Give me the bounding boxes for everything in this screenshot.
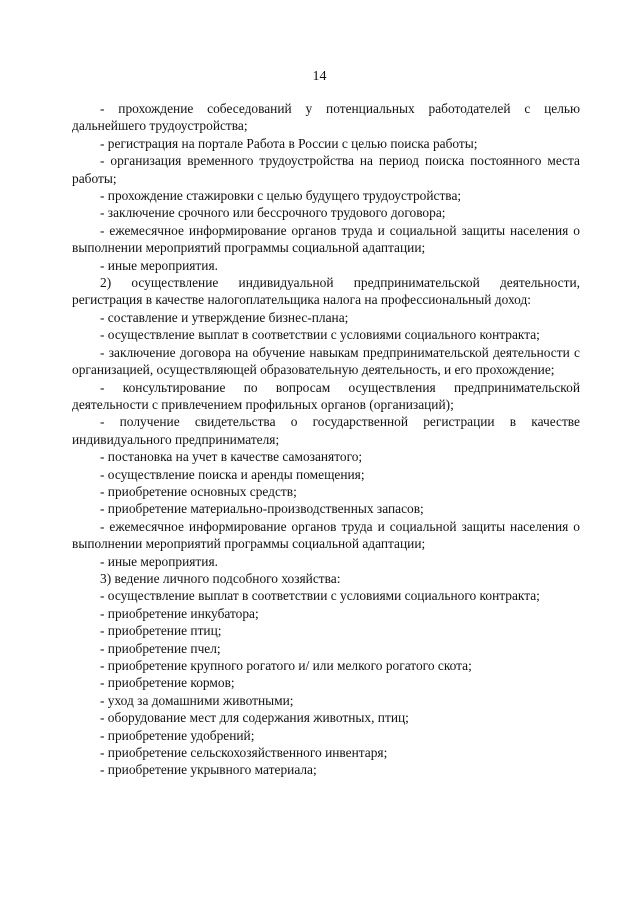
paragraph: - иные мероприятия. bbox=[100, 553, 218, 569]
document-body bbox=[72, 100, 580, 779]
paragraph: - ежемесячное информирование органов труда и социальной защиты населения о выполнении мероприятий программы социальной адаптации; bbox=[72, 222, 580, 256]
paragraph: - постановка на учет в качестве самозанятого; bbox=[100, 449, 363, 465]
paragraph: - составление и утверждение бизнес-плана; bbox=[100, 309, 349, 325]
paragraph: - приобретение сельскохозяйственного инвентаря; bbox=[100, 745, 388, 761]
paragraph: - оборудование мест для содержания животных, птиц; bbox=[100, 710, 409, 726]
paragraph: - приобретение укрывного материала; bbox=[100, 762, 317, 778]
paragraph: - приобретение материально-производственных запасов; bbox=[100, 501, 424, 517]
paragraph: - приобретение птиц; bbox=[100, 623, 222, 639]
paragraph: - иные мероприятия. bbox=[100, 257, 218, 273]
paragraph: - осуществление выплат в соответствии с условиями социального контракта; bbox=[100, 588, 540, 604]
paragraph: 3) ведение личного подсобного хозяйства: bbox=[100, 570, 341, 586]
paragraph: - прохождение стажировки с целью будущего трудоустройства; bbox=[100, 188, 462, 204]
paragraph: - заключение срочного или бессрочного трудового договора; bbox=[100, 205, 446, 221]
paragraph: - приобретение инкубатора; bbox=[100, 605, 259, 621]
paragraph: - приобретение пчел; bbox=[100, 640, 221, 656]
paragraph: - прохождение собеседований у потенциальных работодателей с целью дальнейшего трудоустройства; bbox=[72, 101, 580, 134]
paragraph: - заключение договора на обучение навыкам предпринимательской деятельности с организацией, осуществляющей образовательную деятельность, и его прохождение; bbox=[72, 344, 580, 378]
paragraph: - уход за домашними животными; bbox=[100, 692, 294, 708]
paragraph: - консультирование по вопросам осуществления предпринимательской деятельности с привлечением профильных органов (организаций); bbox=[72, 379, 580, 412]
paragraph: - приобретение основных средств; bbox=[100, 483, 297, 499]
page-number: 14 bbox=[312, 69, 327, 84]
paragraph: - осуществление выплат в соответствии с условиями социального контракта; bbox=[100, 327, 540, 343]
paragraph: - организация временного трудоустройства на период поиска постоянного места работы; bbox=[72, 153, 580, 186]
paragraph: - ежемесячное информирование органов труда и социальной защиты населения о выполнении мероприятий программы социальной адаптации; bbox=[72, 518, 580, 552]
paragraph: - получение свидетельства о государственной регистрации в качестве индивидуального предпринимателя; bbox=[72, 414, 580, 447]
paragraph: - приобретение крупного рогатого и/ или мелкого рогатого скота; bbox=[100, 658, 472, 673]
paragraph: - приобретение кормов; bbox=[100, 675, 235, 691]
paragraph: - приобретение удобрений; bbox=[100, 727, 255, 743]
paragraph: - регистрация на портале Работа в России с целью поиска работы; bbox=[100, 135, 478, 151]
paragraph: 2) осуществление индивидуальной предпринимательской деятельности, регистрация в качестве налогоплательщика налога на профессиональный доход: bbox=[72, 275, 580, 308]
paragraph: - осуществление поиска и аренды помещения; bbox=[100, 466, 365, 482]
